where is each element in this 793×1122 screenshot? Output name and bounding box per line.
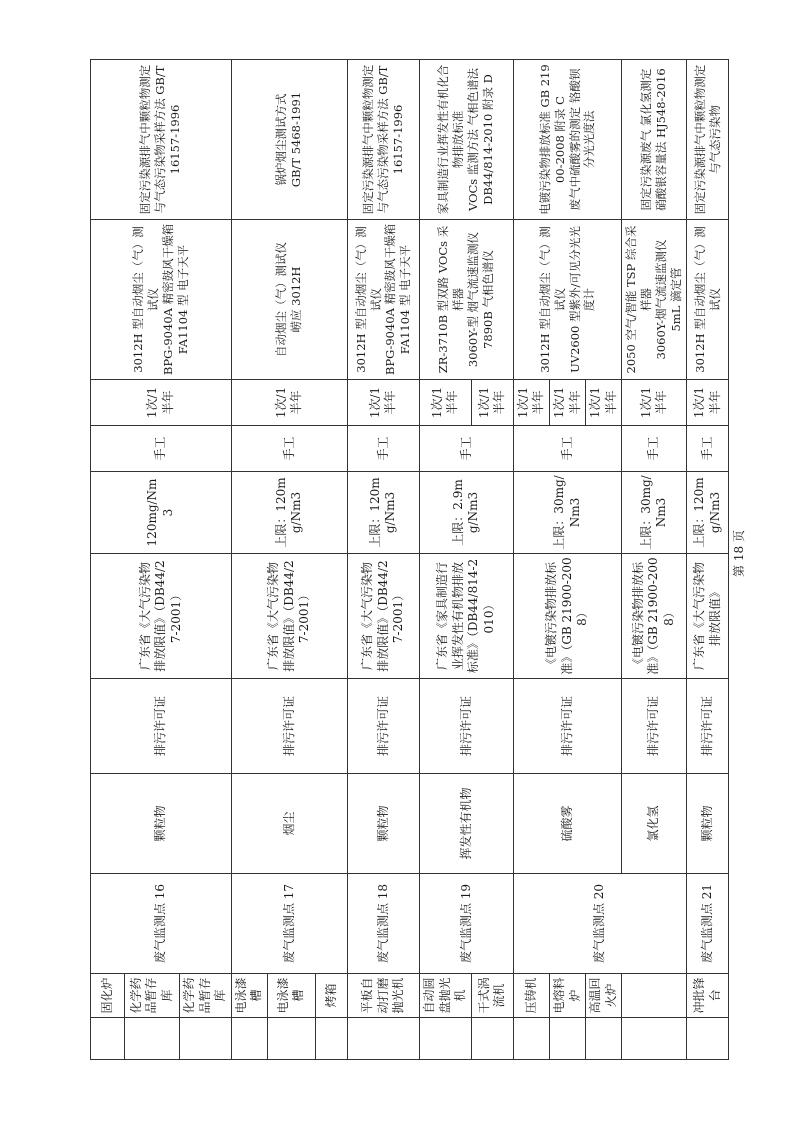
instrument-cell: 3012H 型自动烟尘（气）测试仪 UV2600 型紫外/可见分光光度计: [513, 220, 622, 380]
permit-cell: 排污许可证: [347, 679, 419, 774]
source-cell: 电熔料炉: [549, 974, 585, 1018]
pollutant-cell: 烟尘: [231, 774, 347, 874]
analysis-method-cell: 电镀污染物排放标准 GB 21900-2008 附录 C 废气中硫酸雾的测定 铬酸钡分光光度法: [513, 60, 622, 220]
instrument-cell: 3012H 型自动烟尘（气）测试仪: [687, 220, 729, 380]
standard-cell: 广东省《家具制造行业挥发性有机物排放标准》（DB44/814-2010）: [419, 554, 513, 679]
source-cell: 压铸机: [513, 974, 549, 1018]
source-cell: 化学药品暂存库: [125, 974, 180, 1018]
analysis-method-cell: 固定污染源排气中颗粒物测定与气态污染物: [687, 60, 729, 220]
source-cell: 固化炉: [91, 974, 125, 1018]
permit-cell: 排污许可证: [687, 679, 729, 774]
blank-cell: [91, 1018, 125, 1060]
standard-cell: 《电镀污染物排放标准》（GB 21900-2008）: [622, 554, 687, 679]
instrument-cell: 2050 空气/智能 TSP 综合采样器 3060Y-烟气流速监测仪 5mL 滴定管: [622, 220, 687, 380]
analysis-method-cell: 家具制造行业挥发性有机化合物排放标准 VOCs 监测方法 气相色谱法 DB44/814-2010 附录 D: [419, 60, 513, 220]
method-cell: 手工: [231, 426, 347, 472]
blank-cell: [622, 974, 687, 1018]
monitoring-table: [90, 59, 729, 1060]
blank-cell: [315, 1018, 347, 1060]
page-number: 第 18 页: [731, 530, 746, 577]
limit-cell: 上限：120mg/Nm3: [347, 472, 419, 554]
blank-cell: [419, 1018, 471, 1060]
blank-cell: [471, 1018, 513, 1060]
monitoring-point-cell: 废气监测点 17: [231, 874, 347, 974]
frequency-cell: 1次/1半年: [419, 380, 471, 426]
source-cell: 电泳漆槽: [267, 974, 315, 1018]
standard-cell: 《电镀污染物排放标准》（GB 21900-2008）: [513, 554, 622, 679]
frequency-cell: 1次/1半年: [347, 380, 419, 426]
pollutant-cell: 挥发性有机物: [419, 774, 513, 874]
instrument-cell: 3012H 型自动烟尘（气）测试仪 BPG-9040A 精密鼓风干燥箱 FA1104 型 电子天平: [347, 220, 419, 380]
pollutant-cell: 颗粒物: [347, 774, 419, 874]
monitoring-point-cell: 废气监测点 21: [687, 874, 729, 974]
frequency-cell: 1次/1半年: [471, 380, 513, 426]
permit-cell: 排污许可证: [91, 679, 232, 774]
frequency-cell: 1次/1半年: [513, 380, 549, 426]
permit-cell: 排污许可证: [231, 679, 347, 774]
permit-cell: 排污许可证: [622, 679, 687, 774]
standard-cell: 广东省《大气污染物排放限值》（DB44/27-2001）: [91, 554, 232, 679]
analysis-method-cell: 固定污染源废气 氯化氢测定 硝酸银容量法 HJ548-2016: [622, 60, 687, 220]
blank-cell: [586, 1018, 622, 1060]
frequency-cell: 1次/1半年: [91, 380, 232, 426]
method-cell: 手工: [91, 426, 232, 472]
frequency-cell: 1次/1半年: [549, 380, 585, 426]
frequency-cell: 1次/1半年: [586, 380, 622, 426]
blank-cell: [549, 1018, 585, 1060]
blank-cell: [180, 1018, 232, 1060]
method-cell: 手工: [513, 426, 622, 472]
source-cell: 自动圆盘抛光机: [419, 974, 471, 1018]
limit-cell: 上限：30mg/Nm3: [513, 472, 622, 554]
source-cell: 电泳漆槽: [231, 974, 267, 1018]
blank-cell: [687, 1018, 729, 1060]
limit-cell: 上限：30mg/Nm3: [622, 472, 687, 554]
instrument-cell: 自动烟尘（气）测试仪 崂应 3012H: [231, 220, 347, 380]
pollutant-cell: 氯化氢: [622, 774, 687, 874]
source-cell: 平板自动打磨抛光机: [347, 974, 419, 1018]
pollutant-cell: 颗粒物: [687, 774, 729, 874]
frequency-cell: 1次/1半年: [231, 380, 347, 426]
frequency-cell: 1次/1半年: [622, 380, 687, 426]
instrument-cell: ZR-3710B 型双路 VOCs 采样器 3060Y-型 烟气流速监测仪 7890B 气相色谱仪: [419, 220, 513, 380]
table-row: [231, 60, 267, 1060]
monitoring-point-cell: 废气监测点 16: [91, 874, 232, 974]
table-row: [91, 60, 125, 1060]
method-cell: 手工: [687, 426, 729, 472]
permit-cell: 排污许可证: [419, 679, 513, 774]
table-row: [347, 60, 419, 1060]
method-cell: 手工: [622, 426, 687, 472]
standard-cell: 广东省《大气污染物排放限值》（DB44/27-2001）: [347, 554, 419, 679]
source-cell: 干式涡流机: [471, 974, 513, 1018]
frequency-cell: 1次/1半年: [687, 380, 729, 426]
limit-cell: 上限：2.9mg/Nm3: [419, 472, 513, 554]
monitoring-point-cell: 废气监测点 19: [419, 874, 513, 974]
limit-cell: 上限：120mg/Nm3: [687, 472, 729, 554]
monitoring-point-cell: 废气监测点 18: [347, 874, 419, 974]
blank-cell: [267, 1018, 315, 1060]
rotated-page: [90, 60, 722, 1060]
analysis-method-cell: 固定污染源排气中颗粒物测定与气态污染物采样方法 GB/T 16157-1996: [91, 60, 232, 220]
analysis-method-cell: 固定污染源排气中颗粒物测定与气态污染物采样方法 GB/T 16157-1996: [347, 60, 419, 220]
analysis-method-cell: 锅炉烟尘测试方式 GB/T 5468-1991: [231, 60, 347, 220]
blank-cell: [231, 1018, 267, 1060]
table-row: [513, 60, 549, 1060]
method-cell: 手工: [347, 426, 419, 472]
source-cell: 高温回火炉: [586, 974, 622, 1018]
standard-cell: 广东省《大气污染物排放限值》（DB44/27-2001）: [231, 554, 347, 679]
blank-cell: [622, 1018, 687, 1060]
instrument-cell: 3012H 型自动烟尘（气）测试仪 BPG-9040A 精密鼓风干燥箱 FA1104 型 电子天平: [91, 220, 232, 380]
standard-cell: 广东省《大气污染物排放限值》: [687, 554, 729, 679]
source-cell: 冲批锋台: [687, 974, 729, 1018]
limit-cell: 120mg/Nm3: [91, 472, 232, 554]
permit-cell: 排污许可证: [513, 679, 622, 774]
blank-cell: [513, 1018, 549, 1060]
source-cell: 化学药品暂存库: [180, 974, 232, 1018]
blank-cell: [125, 1018, 180, 1060]
monitoring-point-cell: 废气监测点 20: [513, 874, 686, 974]
blank-cell: [347, 1018, 419, 1060]
table-row: [419, 60, 471, 1060]
limit-cell: 上限：120mg/Nm3: [231, 472, 347, 554]
method-cell: 手工: [419, 426, 513, 472]
table-row: [687, 60, 729, 1060]
pollutant-cell: 颗粒物: [91, 774, 232, 874]
source-cell: 烤箱: [315, 974, 347, 1018]
pollutant-cell: 硫酸雾: [513, 774, 622, 874]
